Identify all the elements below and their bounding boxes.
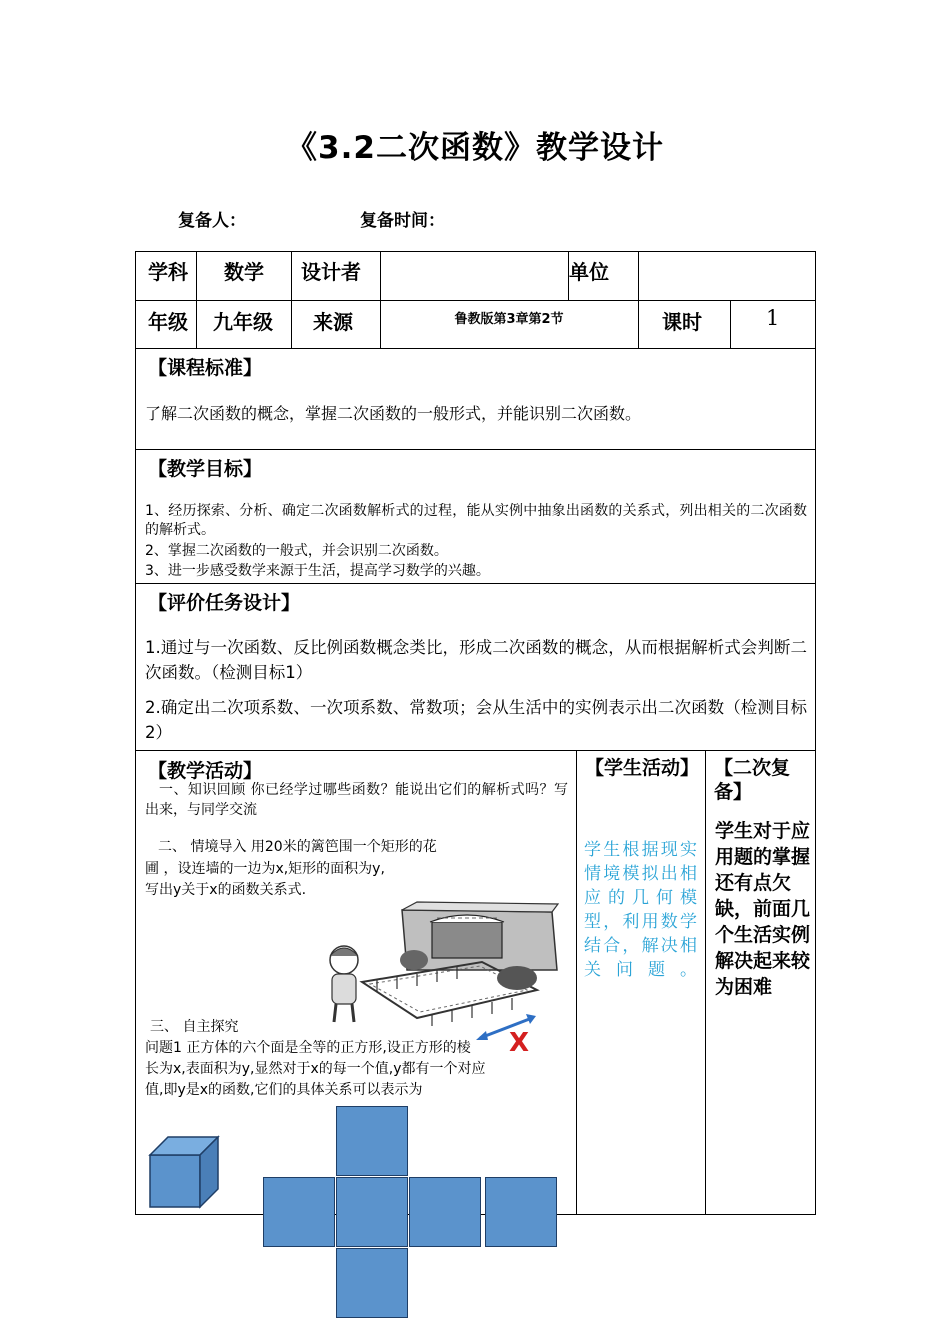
unit-label: 单位 [569, 260, 609, 284]
net-face [485, 1177, 557, 1247]
net-face [336, 1248, 408, 1318]
objective-item: 3、进一步感受数学来源于生活，提高学习数学的兴趣。 [145, 563, 490, 579]
subject-value: 数学 [224, 260, 264, 284]
evaluation-item: 2.确定出二次项系数、一次项系数、常数项；会从生活中的实例表示出二次函数（检测目标2） [145, 698, 807, 742]
grade-value: 九年级 [213, 310, 273, 334]
evaluation-item: 1.通过与一次函数、反比例函数概念类比，形成二次函数的概念，从而根据解析式会判断二次函数。（检测目标1） [145, 638, 807, 682]
cube-illustration [148, 1135, 220, 1210]
source-label: 来源 [313, 310, 353, 334]
reviewer-label: 复备人： [178, 211, 246, 231]
source-value: 鲁教版第3章第2节 [454, 312, 564, 327]
problem1-text: 长为x,表面积为y,显然对于x的每一个值,y都有一个对应 [145, 1061, 486, 1077]
net-face [336, 1106, 408, 1176]
scenario-text: 二、 情境导入 用20米的篱笆围一个矩形的花 [158, 839, 437, 855]
explore-text: 三、 自主探究 [150, 1019, 239, 1035]
subject-label: 学科 [148, 260, 188, 284]
grade-label: 年级 [148, 310, 188, 334]
review-time-label: 复备时间： [360, 211, 445, 231]
problem1-text: 值,即y是x的函数,它们的具体关系可以表示为 [145, 1082, 423, 1098]
problem1-text: 问题1 正方体的六个面是全等的正方形,设正方形的棱 [145, 1040, 471, 1056]
net-face [336, 1177, 408, 1247]
page-title: 《3.2二次函数》教学设计 [286, 130, 664, 166]
scenario-text: 圃 ，设连墙的一边为x,矩形的面积为y, [145, 861, 385, 877]
student-activity-text: 学生根据现实情境模拟出相应的几何模型，利用数学结合，解决相关问题。 [584, 840, 697, 980]
objective-item: 1、经历探索、分析、确定二次函数解析式的过程，能从实例中抽象出函数的关系式，列出相关的二次函数的解析式。 [145, 503, 807, 538]
period-label: 课时 [662, 310, 702, 334]
review-text: 一、知识回顾 你已经学过哪些函数？能说出它们的解析式吗？写出来，与同学交流 [145, 782, 568, 818]
objectives-heading: 【教学目标】 [148, 458, 263, 480]
activities-heading: 【教学活动】 [148, 760, 263, 782]
objective-item: 2、掌握二次函数的一般式，并会识别二次函数。 [145, 543, 448, 559]
scenario-text: 写出y关于x的函数关系式. [145, 882, 307, 898]
net-face [409, 1177, 481, 1247]
red-x-mark: X [509, 1028, 530, 1058]
curriculum-text: 了解二次函数的概念，掌握二次函数的一般形式，并能识别二次函数。 [145, 404, 642, 423]
student-activity-heading: 【学生活动】 [585, 757, 700, 779]
net-face [263, 1177, 335, 1247]
second-review-heading: 【二次复备】 [714, 757, 791, 803]
evaluation-heading: 【评价任务设计】 [148, 592, 301, 614]
second-review-text: 学生对于应用题的掌握还有点欠缺，前面几个生活实例解决起来较为困难 [715, 820, 811, 998]
curriculum-heading: 【课程标准】 [148, 357, 263, 379]
period-value: 1 [766, 306, 780, 330]
designer-label: 设计者 [301, 260, 361, 284]
